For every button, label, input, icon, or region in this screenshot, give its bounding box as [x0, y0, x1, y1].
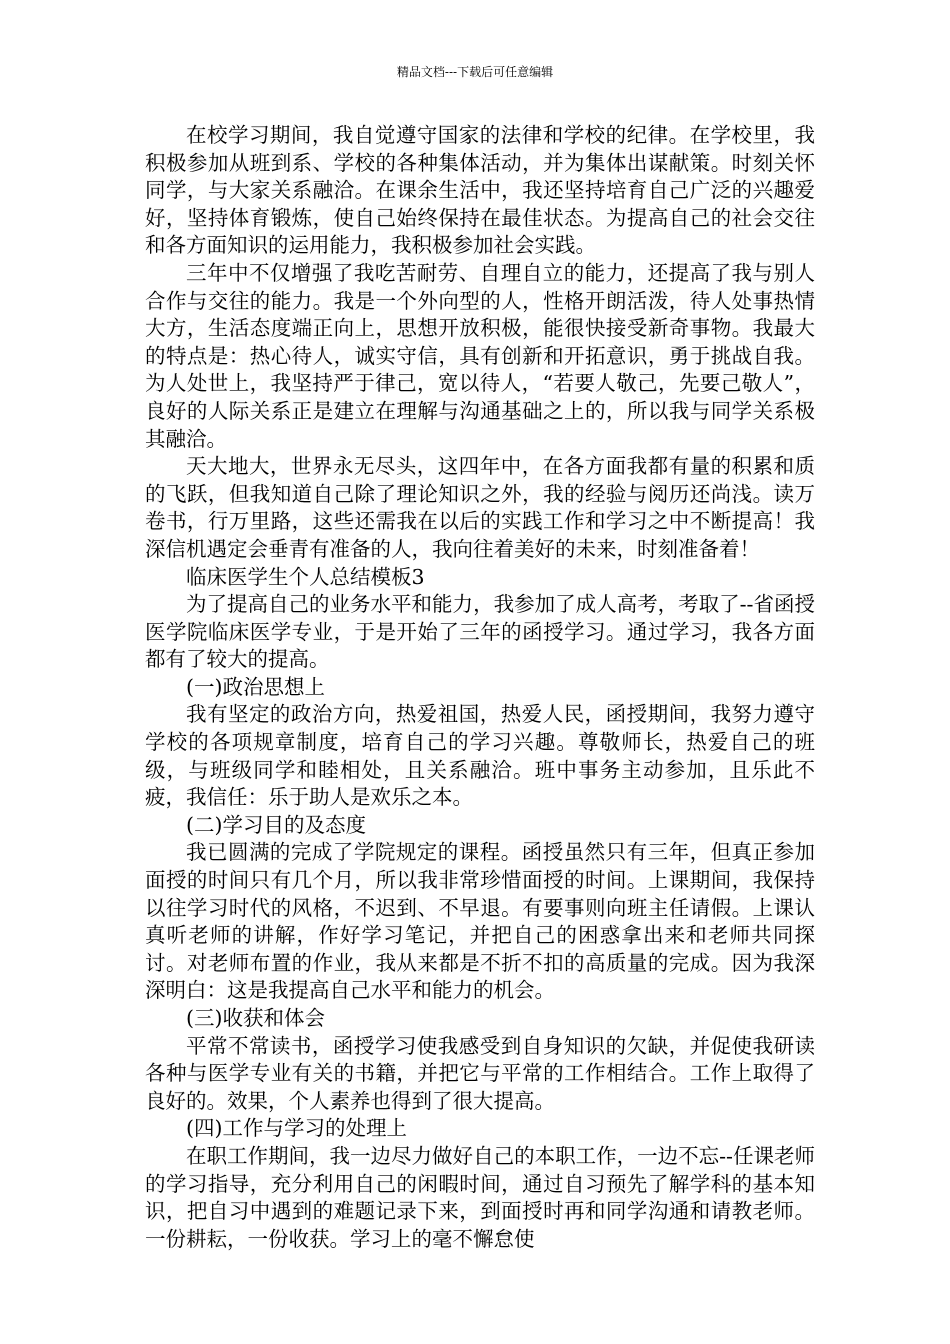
paragraph: 三年中不仅增强了我吃苦耐劳、自理自立的能力，还提高了我与别人合作与交往的能力。我是一个外向型的人，性格开朗活泼，待人处事热情大方，生活态度端正向上，思想开放积极，能很快接受新奇事物。我最大的特点是：热心待人，诚实守信，具有创新和开拓意识，勇于挑战自我。为人处世上，我坚持严于律己，宽以待人，“若要人敬己，先要己敬人”，良好的人际关系正是建立在理解与沟通基础之上的，所以我与同学关系极其融洽。 — [145, 260, 815, 451]
document-body — [145, 122, 815, 1253]
paragraph: 平常不常读书，函授学习使我感受到自身知识的欠缺，并促使我研读各种与医学专业有关的书籍，并把它与平常的工作相结合。工作上取得了良好的。效果，个人素养也得到了很大提高。 — [145, 1033, 815, 1113]
section-heading: (一)政治思想上 — [186, 674, 325, 699]
paragraph: 天大地大，世界永无尽头，这四年中，在各方面我都有量的积累和质的飞跃，但我知道自己除了理论知识之外，我的经验与阅历还尚浅。读万卷书，行万里路，这些还需我在以后的实践工作和学习之中不断提高！我深信机遇定会垂青有准备的人，我向往着美好的未来，时刻准备着！ — [145, 454, 815, 561]
section-heading: (四)工作与学习的处理上 — [186, 1116, 407, 1141]
paragraph: 为了提高自己的业务水平和能力，我参加了成人高考，考取了--省函授医学院临床医学专业，于是开始了三年的函授学习。通过学习，我各方面都有了较大的提高。 — [145, 592, 815, 672]
paragraph: 在校学习期间，我自觉遵守国家的法律和学校的纪律。在学校里，我积极参加从班到系、学校的各种集体活动，并为集体出谋献策。时刻关怀同学，与大家关系融洽。在课余生活中，我还坚持培育自己广泛的兴趣爱好，坚持体育锻炼，使自己始终保持在最佳状态。为提高自己的社会交往和各方面知识的运用能力，我积极参加社会实践。 — [145, 123, 815, 258]
section-heading: (二)学习目的及态度 — [186, 812, 366, 837]
paragraph: 我已圆满的完成了学院规定的课程。函授虽然只有三年，但真正参加面授的时间只有几个月，所以我非常珍惜面授的时间。上课期间，我保持以往学习时代的风格，不迟到、不早退。有要事则向班主任请假。上课认真听老师的讲解，作好学习笔记，并把自己的困惑拿出来和老师共同探讨。对老师布置的作业，我从来都是不折不扣的高质量的完成。因为我深深明白：这是我提高自己水平和能力的机会。 — [145, 840, 815, 1003]
paragraph: 我有坚定的政治方向，热爱祖国，热爱人民，函授期间，我努力遵守学校的各项规章制度，培育自己的学习兴趣。尊敬师长，热爱自己的班级，与班级同学和睦相处，且关系融洽。班中事务主动参加，且乐此不疲，我信任：乐于助人是欢乐之本。 — [145, 702, 815, 810]
page-header: 精品文档---下载后可任意编辑 — [396, 65, 554, 79]
paragraph: 在职工作期间，我一边尽力做好自己的本职工作，一边不忘--任课老师的学习指导，充分利用自己的闲暇时间，通过自习预先了解学科的基本知识，把自习中遇到的难题记录下来，到面授时再和同学沟通和请教老师。一份耕耘，一份收获。学习上的毫不懈怠使 — [145, 1143, 815, 1251]
section-heading: (三)收获和体会 — [186, 1006, 325, 1030]
section-title: 临床医学生个人总结模板3 — [186, 564, 425, 589]
